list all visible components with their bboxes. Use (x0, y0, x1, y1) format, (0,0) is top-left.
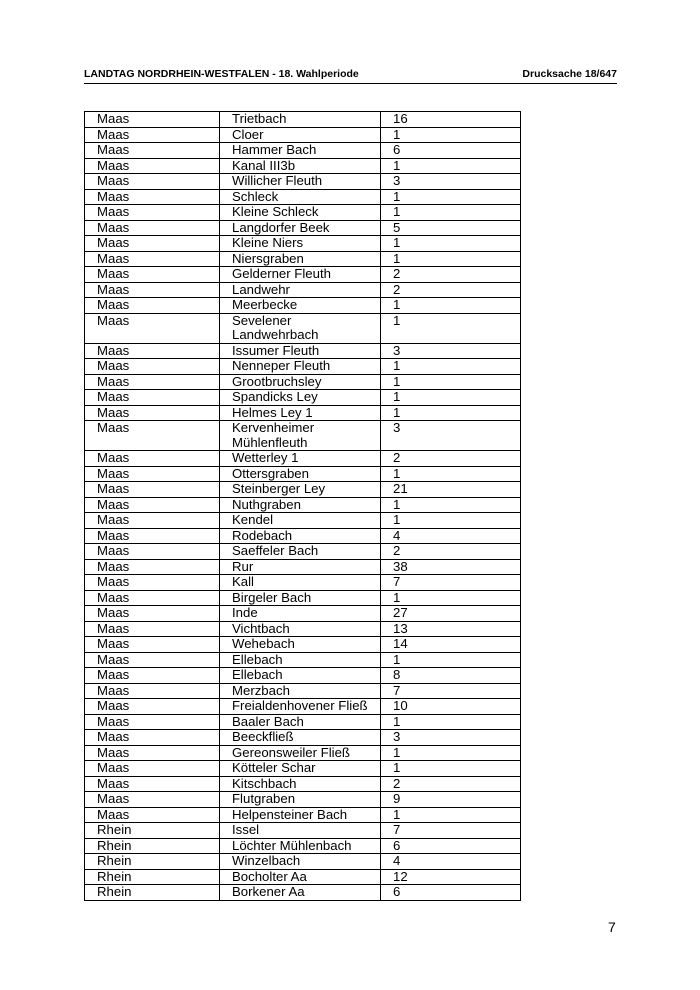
table-row (85, 143, 521, 159)
water-body-cell: Kleine Niers (220, 236, 381, 252)
count-cell: 3 (381, 421, 521, 451)
table-row (85, 590, 521, 606)
table-row (85, 854, 521, 870)
water-body-cell: Steinberger Ley (220, 482, 381, 498)
water-body-cell: Helmes Ley 1 (220, 405, 381, 421)
count-cell: 7 (381, 823, 521, 839)
basin-cell: Maas (85, 359, 220, 375)
table-row (85, 220, 521, 236)
water-body-cell: Saeffeler Bach (220, 544, 381, 560)
count-cell: 2 (381, 451, 521, 467)
water-body-cell: Ottersgraben (220, 466, 381, 482)
water-body-cell: Freialdenhovener Fließ (220, 699, 381, 715)
count-cell: 14 (381, 637, 521, 653)
count-cell: 1 (381, 298, 521, 314)
table-row (85, 621, 521, 637)
table-row (85, 189, 521, 205)
count-cell: 3 (381, 343, 521, 359)
basin-cell: Maas (85, 606, 220, 622)
basin-cell: Maas (85, 761, 220, 777)
basin-cell: Maas (85, 637, 220, 653)
count-cell: 6 (381, 885, 521, 901)
count-cell: 1 (381, 652, 521, 668)
water-body-cell: Kall (220, 575, 381, 591)
document-number: Drucksache 18/647 (522, 68, 617, 80)
water-body-cell: Kötteler Schar (220, 761, 381, 777)
basin-cell: Maas (85, 559, 220, 575)
water-body-cell: Sevelener Landwehrbach (220, 313, 381, 343)
basin-cell: Maas (85, 714, 220, 730)
water-body-cell: Issel (220, 823, 381, 839)
count-cell: 4 (381, 854, 521, 870)
table-row (85, 652, 521, 668)
count-cell: 2 (381, 267, 521, 283)
basin-cell: Maas (85, 668, 220, 684)
count-cell: 1 (381, 359, 521, 375)
table-row (85, 158, 521, 174)
water-body-cell: Wetterley 1 (220, 451, 381, 467)
basin-cell: Maas (85, 683, 220, 699)
table-row (85, 313, 521, 343)
water-body-cell: Rur (220, 559, 381, 575)
count-cell: 1 (381, 714, 521, 730)
basin-cell: Maas (85, 528, 220, 544)
basin-cell: Maas (85, 158, 220, 174)
basin-cell: Maas (85, 544, 220, 560)
count-cell: 1 (381, 127, 521, 143)
table-row (85, 127, 521, 143)
count-cell: 3 (381, 730, 521, 746)
count-cell: 1 (381, 390, 521, 406)
table-row (85, 730, 521, 746)
table-row (85, 298, 521, 314)
table-row (85, 575, 521, 591)
count-cell: 5 (381, 220, 521, 236)
table-row (85, 390, 521, 406)
table-row (85, 637, 521, 653)
count-cell: 2 (381, 282, 521, 298)
basin-cell: Maas (85, 807, 220, 823)
water-body-cell: Borkener Aa (220, 885, 381, 901)
basin-cell: Maas (85, 282, 220, 298)
water-body-cell: Spandicks Ley (220, 390, 381, 406)
count-cell: 1 (381, 251, 521, 267)
table-row (85, 513, 521, 529)
table-row (85, 823, 521, 839)
table-row (85, 282, 521, 298)
header-title: LANDTAG NORDRHEIN-WESTFALEN - 18. Wahlperiode (84, 68, 359, 80)
table-row (85, 174, 521, 190)
table-row (85, 236, 521, 252)
water-body-cell: Birgeler Bach (220, 590, 381, 606)
basin-cell: Rhein (85, 869, 220, 885)
water-body-cell: Hammer Bach (220, 143, 381, 159)
basin-cell: Rhein (85, 823, 220, 839)
water-body-cell: Helpensteiner Bach (220, 807, 381, 823)
basin-cell: Maas (85, 730, 220, 746)
basin-cell: Maas (85, 776, 220, 792)
basin-cell: Maas (85, 374, 220, 390)
water-body-cell: Nuthgraben (220, 497, 381, 513)
page-number: 7 (608, 919, 616, 935)
table-row (85, 745, 521, 761)
table-row (85, 497, 521, 513)
count-cell: 7 (381, 683, 521, 699)
table-row (85, 776, 521, 792)
water-body-cell: Issumer Fleuth (220, 343, 381, 359)
table-row (85, 251, 521, 267)
basin-cell: Maas (85, 251, 220, 267)
water-body-cell: Beeckfließ (220, 730, 381, 746)
table-body (85, 112, 521, 901)
count-cell: 1 (381, 761, 521, 777)
basin-cell: Maas (85, 298, 220, 314)
basin-cell: Maas (85, 466, 220, 482)
count-cell: 1 (381, 236, 521, 252)
water-body-cell: Kendel (220, 513, 381, 529)
count-cell: 1 (381, 405, 521, 421)
table-row (85, 559, 521, 575)
basin-cell: Maas (85, 621, 220, 637)
water-body-cell: Ellebach (220, 668, 381, 684)
table-row (85, 699, 521, 715)
basin-cell: Maas (85, 699, 220, 715)
water-body-cell: Löchter Mühlenbach (220, 838, 381, 854)
water-body-cell: Flutgraben (220, 792, 381, 808)
table-row (85, 205, 521, 221)
water-body-cell: Langdorfer Beek (220, 220, 381, 236)
count-cell: 2 (381, 544, 521, 560)
basin-cell: Maas (85, 390, 220, 406)
table-row (85, 528, 521, 544)
basin-cell: Rhein (85, 838, 220, 854)
water-body-cell: Vichtbach (220, 621, 381, 637)
basin-cell: Maas (85, 236, 220, 252)
table-row (85, 359, 521, 375)
basin-cell: Maas (85, 745, 220, 761)
table-row (85, 343, 521, 359)
basin-cell: Maas (85, 174, 220, 190)
water-body-cell: Trietbach (220, 112, 381, 128)
page-header (84, 67, 617, 84)
water-body-cell: Nenneper Fleuth (220, 359, 381, 375)
count-cell: 13 (381, 621, 521, 637)
water-body-cell: Wehebach (220, 637, 381, 653)
basin-cell: Maas (85, 792, 220, 808)
table-row (85, 838, 521, 854)
water-body-cell: Cloer (220, 127, 381, 143)
count-cell: 6 (381, 143, 521, 159)
water-body-cell: Baaler Bach (220, 714, 381, 730)
basin-cell: Maas (85, 267, 220, 283)
water-body-cell: Kitschbach (220, 776, 381, 792)
basin-cell: Rhein (85, 854, 220, 870)
count-cell: 12 (381, 869, 521, 885)
count-cell: 38 (381, 559, 521, 575)
water-body-cell: Ellebach (220, 652, 381, 668)
water-body-cell: Meerbecke (220, 298, 381, 314)
basin-cell: Maas (85, 590, 220, 606)
water-body-cell: Grootbruchsley (220, 374, 381, 390)
water-body-cell: Rodebach (220, 528, 381, 544)
count-cell: 1 (381, 497, 521, 513)
count-cell: 1 (381, 313, 521, 343)
water-body-cell: Kleine Schleck (220, 205, 381, 221)
basin-cell: Maas (85, 405, 220, 421)
water-body-cell: Merzbach (220, 683, 381, 699)
table-row (85, 374, 521, 390)
table-row (85, 792, 521, 808)
table-row (85, 267, 521, 283)
count-cell: 10 (381, 699, 521, 715)
table-row (85, 544, 521, 560)
count-cell: 27 (381, 606, 521, 622)
basin-cell: Maas (85, 205, 220, 221)
table-row (85, 807, 521, 823)
count-cell: 7 (381, 575, 521, 591)
count-cell: 1 (381, 807, 521, 823)
count-cell: 1 (381, 158, 521, 174)
table-row (85, 714, 521, 730)
water-body-cell: Landwehr (220, 282, 381, 298)
table-row (85, 869, 521, 885)
count-cell: 21 (381, 482, 521, 498)
basin-cell: Maas (85, 482, 220, 498)
table-row (85, 466, 521, 482)
water-body-cell: Schleck (220, 189, 381, 205)
basin-cell: Maas (85, 220, 220, 236)
water-body-cell: Kervenheimer Mühlenfleuth (220, 421, 381, 451)
table-row (85, 112, 521, 128)
table-row (85, 482, 521, 498)
water-body-cell: Kanal III3b (220, 158, 381, 174)
count-cell: 16 (381, 112, 521, 128)
basin-cell: Maas (85, 652, 220, 668)
count-cell: 3 (381, 174, 521, 190)
water-body-cell: Bocholter Aa (220, 869, 381, 885)
table-row (85, 761, 521, 777)
table-row (85, 451, 521, 467)
basin-cell: Maas (85, 451, 220, 467)
count-cell: 1 (381, 590, 521, 606)
table-row (85, 683, 521, 699)
water-body-cell: Niersgraben (220, 251, 381, 267)
water-body-cell: Winzelbach (220, 854, 381, 870)
water-body-cell: Inde (220, 606, 381, 622)
basin-cell: Maas (85, 497, 220, 513)
table-row (85, 668, 521, 684)
water-body-cell: Willicher Fleuth (220, 174, 381, 190)
count-cell: 6 (381, 838, 521, 854)
count-cell: 1 (381, 466, 521, 482)
basin-cell: Rhein (85, 885, 220, 901)
count-cell: 9 (381, 792, 521, 808)
count-cell: 8 (381, 668, 521, 684)
basin-cell: Maas (85, 513, 220, 529)
basin-cell: Maas (85, 421, 220, 451)
basin-cell: Maas (85, 343, 220, 359)
table-row (85, 606, 521, 622)
river-table (84, 111, 521, 901)
count-cell: 4 (381, 528, 521, 544)
count-cell: 1 (381, 189, 521, 205)
basin-cell: Maas (85, 575, 220, 591)
water-body-cell: Gereonsweiler Fließ (220, 745, 381, 761)
count-cell: 1 (381, 745, 521, 761)
basin-cell: Maas (85, 189, 220, 205)
count-cell: 1 (381, 205, 521, 221)
table-row (85, 421, 521, 451)
count-cell: 1 (381, 513, 521, 529)
basin-cell: Maas (85, 127, 220, 143)
basin-cell: Maas (85, 112, 220, 128)
basin-cell: Maas (85, 313, 220, 343)
basin-cell: Maas (85, 143, 220, 159)
table-row (85, 885, 521, 901)
count-cell: 2 (381, 776, 521, 792)
table-row (85, 405, 521, 421)
count-cell: 1 (381, 374, 521, 390)
water-body-cell: Gelderner Fleuth (220, 267, 381, 283)
